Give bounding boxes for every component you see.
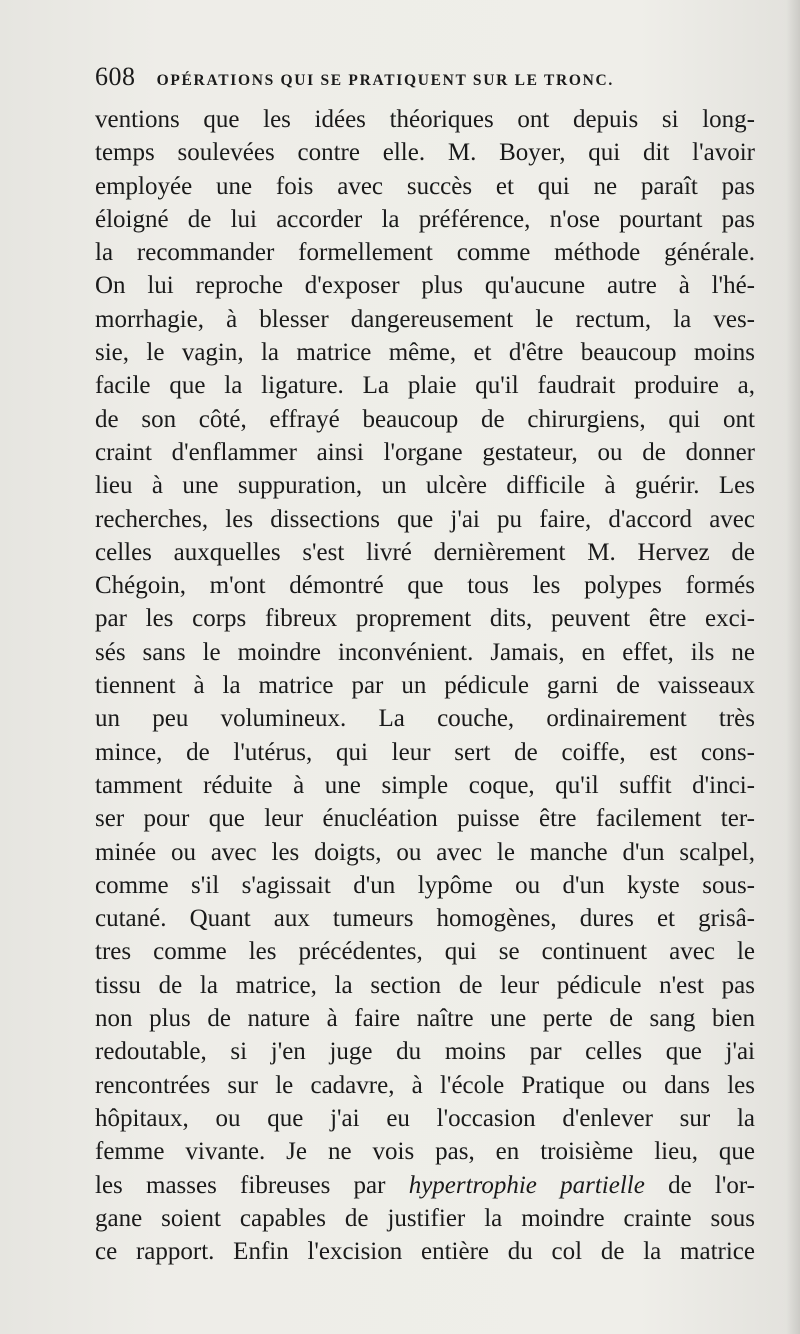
text-line: gane soient capables de justifier la moindre crainte sous [95, 1204, 755, 1232]
text-line: tamment réduite à une simple coque, qu'il suffit d'inci- [95, 771, 755, 799]
text-line: la recommander formellement comme méthode générale. [95, 239, 755, 267]
text-line: redoutable, si j'en juge du moins par celles que j'ai [95, 1038, 755, 1066]
text-line: par les corps fibreux proprement dits, peuvent être exci- [95, 605, 755, 633]
text-line: recherches, les dissections que j'ai pu faire, d'accord avec [95, 505, 755, 533]
italic-phrase: hypertrophie partielle [408, 1171, 645, 1199]
body-text [95, 103, 755, 1268]
text-line: éloigné de lui accorder la préférence, n'ose pourtant pas [95, 205, 755, 233]
text-line: comme s'il s'agissait d'un lypôme ou d'un kyste sous- [95, 871, 755, 899]
text-line: lieu à une suppuration, un ulcère difficile à guérir. Les [95, 472, 755, 500]
text-line: mince, de l'utérus, qui leur sert de coiffe, est cons- [95, 738, 755, 766]
text-line: On lui reproche d'exposer plus qu'aucune autre à l'hé- [95, 272, 755, 300]
text-line: tissu de la matrice, la section de leur pédicule n'est pas [95, 971, 755, 999]
text-line: cutané. Quant aux tumeurs homogènes, dures et grisâ- [95, 905, 755, 933]
text-line: tiennent à la matrice par un pédicule garni de vaisseaux [95, 672, 755, 700]
text-line: sés sans le moindre inconvénient. Jamais, en effet, ils ne [95, 638, 755, 666]
text-line: Chégoin, m'ont démontré que tous les polypes formés [95, 572, 755, 600]
text-line: employée une fois avec succès et qui ne paraît pas [95, 172, 755, 200]
text-line-with-italic [95, 1169, 755, 1202]
italic-line-before: les masses fibreuses par [95, 1171, 409, 1199]
text-line: ser pour que leur énucléation puisse être facilement ter- [95, 805, 755, 833]
text-line: morrhagie, à blesser dangereusement le rectum, la ves- [95, 305, 755, 333]
page-header [95, 62, 755, 92]
text-line: temps soulevées contre elle. M. Boyer, qui dit l'avoir [95, 139, 755, 167]
text-line: ventions que les idées théoriques ont depuis si long- [95, 106, 755, 133]
text-line: non plus de nature à faire naître une perte de sang bien [95, 1005, 755, 1033]
text-line: tres comme les précédentes, qui se continuent avec le [95, 938, 755, 966]
text-line: facile que la ligature. La plaie qu'il faudrait produire a, [95, 372, 755, 400]
text-line: hôpitaux, ou que j'ai eu l'occasion d'enlever sur la [95, 1104, 755, 1132]
text-line: celles auxquelles s'est livré dernièrement M. Hervez de [95, 538, 755, 566]
text-line: femme vivante. Je ne vois pas, en troisième lieu, que [95, 1138, 755, 1166]
text-line: un peu volumineux. La couche, ordinairement très [95, 705, 755, 733]
text-line: ce rapport. Enfin l'excision entière du col de la matrice [95, 1238, 755, 1266]
page-edge-shadow [786, 0, 800, 1334]
running-title: OPÉRATIONS QUI SE PRATIQUENT SUR LE TRONC. [156, 72, 614, 89]
text-line: sie, le vagin, la matrice même, et d'être beaucoup moins [95, 339, 755, 367]
text-line: minée ou avec les doigts, ou avec le manche d'un scalpel, [95, 838, 755, 866]
text-line: rencontrées sur le cadavre, à l'école Pratique ou dans les [95, 1071, 755, 1099]
text-line: craint d'enflammer ainsi l'organe gestateur, ou de donner [95, 438, 755, 466]
text-line: de son côté, effrayé beaucoup de chirurgiens, qui ont [95, 405, 755, 433]
italic-line-after: de l'or- [644, 1171, 755, 1199]
page-number: 608 [95, 62, 136, 91]
